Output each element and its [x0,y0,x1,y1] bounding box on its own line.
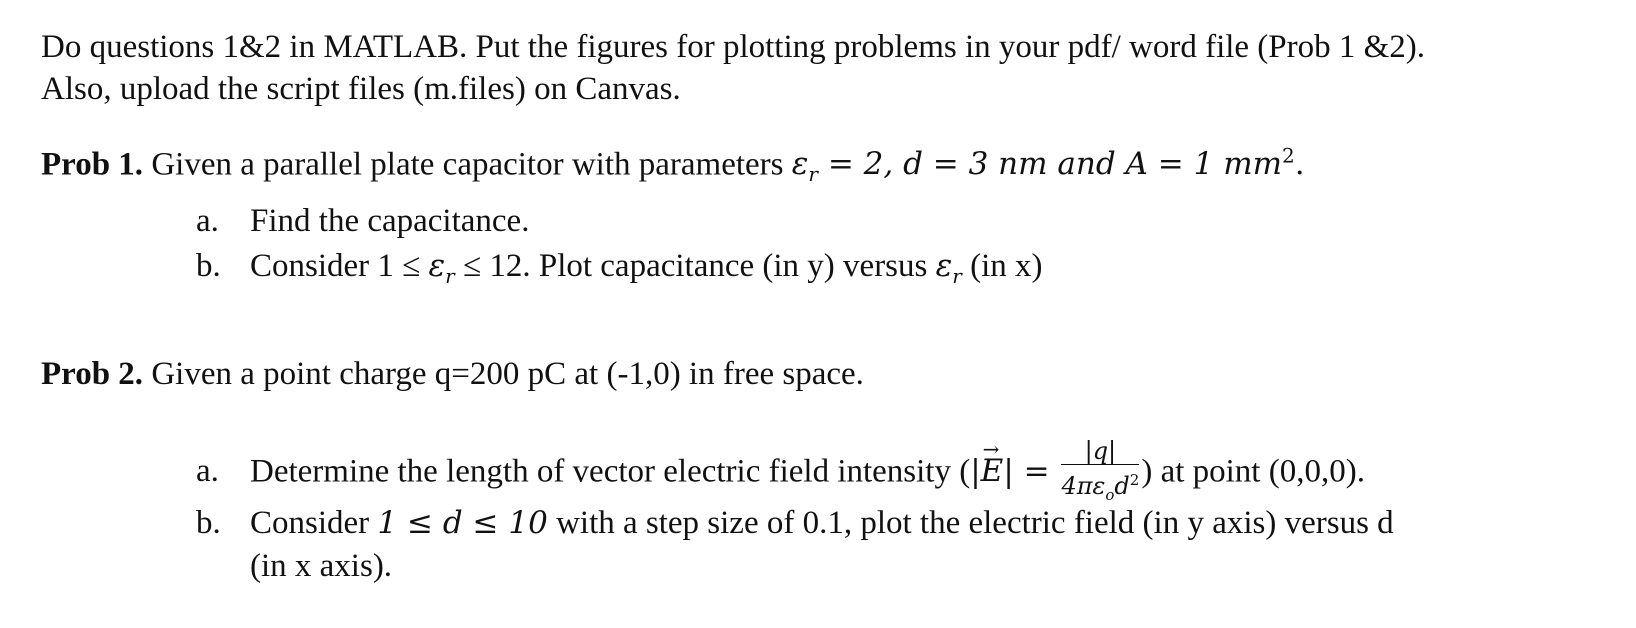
list-item-text: Consider [250,505,378,541]
prob1-item-a [196,201,529,241]
intro-line-2: Also, upload the script files (m.files) on Canvas. [41,71,681,107]
list-item-text: with a step size of 0.1, plot the electric field (in y axis) versus d [547,505,1394,541]
list-marker: b. [196,248,221,284]
prob2-item-a: a. Determine the length of vector electric field intensity (|→ E| = $\frac{|q|}{4\pi\varepsilon_od^2}$ ) at point (0,0,0). [196,438,1365,510]
vector-e-symbol: → E [981,451,1004,491]
list-item-text: (in x) [961,248,1043,284]
field-formula-fraction: $\frac{|q|}{4\pi\varepsilon_od^2}$ [1061,437,1140,504]
epsilon-r-symbol: $\varepsilon_r$ [935,248,962,289]
prob1-label: Prob 1. [41,146,144,183]
prob1-item-b [196,246,1042,296]
list-marker: b. [196,505,221,541]
list-item-text: Find the capacitance. [250,203,530,239]
list-item-text: ) at point (0,0,0). [1141,453,1365,490]
prob1-text: Given a parallel plate capacitor with parameters [143,146,792,183]
prob1-params: $\varepsilon_r = 2$, d = 3 nm and A = 1 $mm^2$. [791,144,1305,187]
prob2-item-b-continued: (in x axis). [250,548,393,584]
prob1-statement [41,136,1305,195]
intro-line-1: Do questions 1&2 in MATLAB. Put the figures for plotting problems in your pdf/ word file (Prob 1 &2). [41,29,1426,65]
prob2-statement [41,354,864,394]
epsilon-r-symbol: $\varepsilon_r$ [428,248,455,289]
d-range-math: 1 ≤ d ≤ 10 [377,505,548,541]
prob2-label: Prob 2. [41,356,144,392]
list-item-text: Determine the length of vector electric field intensity ( [250,453,971,490]
list-marker: a. [196,203,219,239]
list-item-text: ≤ 12. Plot capacitance (in y) versus [454,248,936,284]
prob2-text: Given a point charge q=200 pC at (-1,0) in free space. [143,356,864,392]
list-item-text: Consider 1 ≤ [250,248,429,284]
prob2-item-b [196,503,1394,543]
list-marker: a. [196,453,219,490]
